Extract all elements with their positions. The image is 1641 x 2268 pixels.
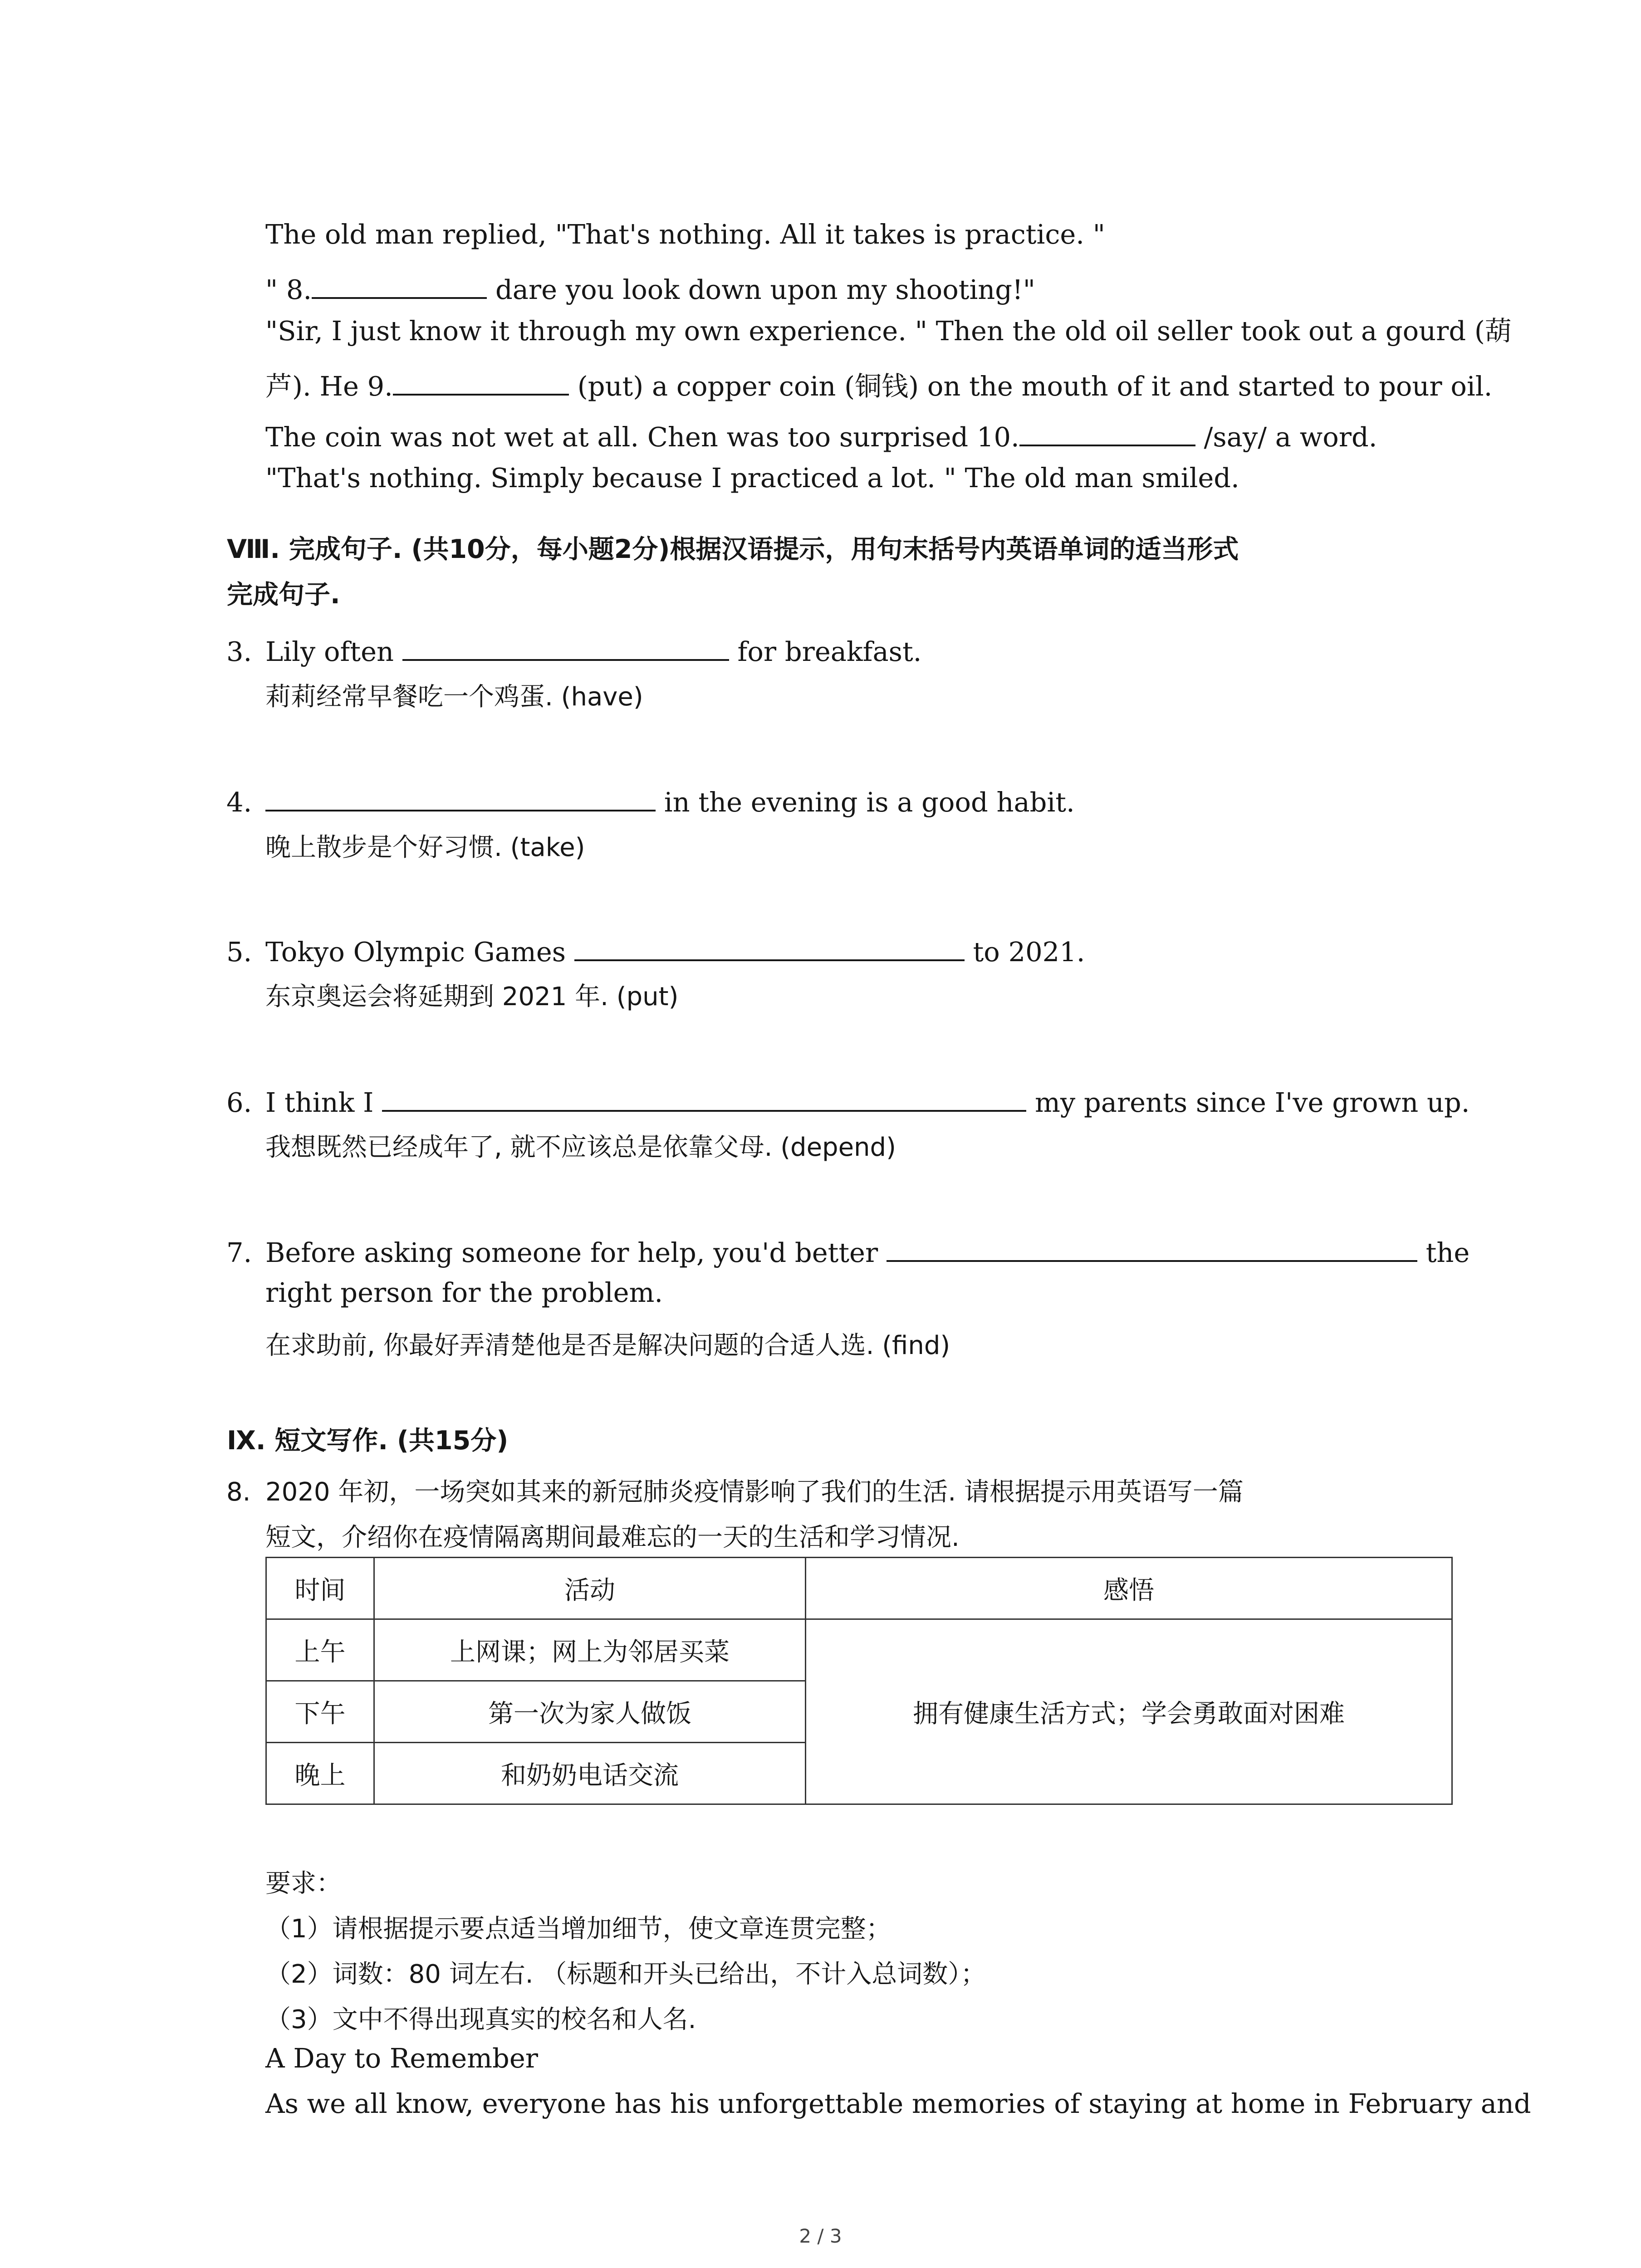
table-cell-activity: 和奶奶电话交流 [374,1743,806,1804]
table-cell-time: 上午 [266,1619,374,1681]
blank-8[interactable] [312,271,487,299]
table-cell-activity: 第一次为家人做饭 [374,1681,806,1743]
table-header-activity: 活动 [374,1558,806,1619]
blank-q3[interactable] [402,633,729,661]
passage-line-6: "That's nothing. Simply because I practiced a lot. " The old man smiled. [265,462,1239,494]
question-8-line-2: 短文，介绍你在疫情隔离期间最难忘的一天的生活和学习情况. [265,1523,960,1552]
blank-8-prefix: " 8. [265,274,312,305]
question-7 [226,1234,1470,1266]
table-cell-time: 晚上 [266,1743,374,1804]
question-3-prefix: Lily often [265,636,394,667]
passage-line-2 [265,271,1035,303]
section-8-heading-cont: 完成句子. [227,580,340,610]
table-header-time: 时间 [266,1558,374,1619]
requirement-3: （3）文中不得出现真实的校名和人名. [265,2005,696,2034]
question-3 [226,633,921,665]
passage-line-3: "Sir, I just know it through my own experience. " Then the old oil seller took out a gourd (葫 [265,315,1512,347]
page-number: 2 / 3 [799,2225,842,2247]
blank-q7[interactable] [887,1234,1417,1262]
section-9-heading: Ⅸ. 短文写作. (共15分) [227,1426,509,1456]
table-row [266,1619,1452,1681]
section-8-heading: Ⅷ. 完成句子. (共10分，每小题2分)根据汉语提示，用句末括号内英语单词的适当形式 [227,534,1239,564]
passage-line-5-rest: /say/ a word. [1204,421,1377,453]
question-4 [226,783,1075,816]
question-5 [226,933,1085,968]
table-header-row [266,1558,1452,1619]
requirement-1: （1）请根据提示要点适当增加细节，使文章连贯完整； [265,1914,892,1944]
question-6 [226,1084,1470,1116]
table-cell-reflection: 拥有健康生活方式；学会勇敢面对困难 [806,1619,1452,1804]
passage-line-5 [265,418,1377,453]
question-7-hint: 在求助前, 你最好弄清楚他是否是解决问题的合适人选. (find) [265,1331,950,1360]
passage-line-2-rest: dare you look down upon my shooting!" [495,274,1035,305]
blank-q5[interactable] [574,933,965,961]
question-5-prefix: Tokyo Olympic Games [265,936,566,968]
question-4-suffix: in the evening is a good habit. [664,787,1075,818]
requirements-title: 要求： [265,1869,342,1898]
essay-title: A Day to Remember [265,2043,538,2074]
blank-9-prefix: 芦). He 9. [265,371,393,402]
blank-9[interactable] [393,367,569,396]
question-5-suffix: to 2021. [973,936,1085,968]
question-8-text: 2020 年初，一场突如其来的新冠肺炎疫情影响了我们的生活. 请根据提示用英语写一篇 [265,1477,1244,1507]
table-header-reflection: 感悟 [806,1558,1452,1619]
question-6-hint: 我想既然已经成年了, 就不应该总是依靠父母. (depend) [265,1133,896,1162]
requirement-2: （2）词数：80 词左右. （标题和开头已给出，不计入总词数）； [265,1960,986,1989]
passage-line-4-rest: (put) a copper coin (铜钱) on the mouth of it and started to pour oil. [577,371,1493,402]
question-4-hint: 晚上散步是个好习惯. (take) [265,833,585,862]
passage-line-1: The old man replied, "That's nothing. All it takes is practice. " [265,219,1105,250]
blank-q6[interactable] [382,1084,1026,1112]
question-number: 7. [226,1237,252,1268]
question-number: 8. [226,1477,251,1507]
question-7-line-2: right person for the problem. [265,1277,663,1308]
table-cell-activity: 上网课；网上为邻居买菜 [374,1619,806,1681]
question-number: 6. [226,1087,252,1118]
question-7-suffix: the [1425,1237,1470,1268]
question-5-hint: 东京奥运会将延期到 2021 年. (put) [265,982,679,1012]
essay-opening: As we all know, everyone has his unforgettable memories of staying at home in February and [265,2088,1531,2119]
blank-10[interactable] [1019,418,1195,446]
question-number: 4. [226,787,252,818]
blank-q4[interactable] [265,783,656,811]
question-number: 5. [226,936,252,968]
question-3-hint: 莉莉经常早餐吃一个鸡蛋. (have) [265,682,643,712]
question-3-suffix: for breakfast. [737,636,922,667]
question-7-prefix: Before asking someone for help, you'd better [265,1237,878,1268]
table-cell-time: 下午 [266,1681,374,1743]
passage-line-4 [265,367,1492,400]
blank-10-prefix: The coin was not wet at all. Chen was too surprised 10. [265,421,1019,453]
question-6-prefix: I think I [265,1087,374,1118]
question-8-line-1 [226,1472,1244,1508]
question-6-suffix: my parents since I've grown up. [1034,1087,1470,1118]
question-number: 3. [226,636,252,667]
activity-table [265,1557,1453,1805]
